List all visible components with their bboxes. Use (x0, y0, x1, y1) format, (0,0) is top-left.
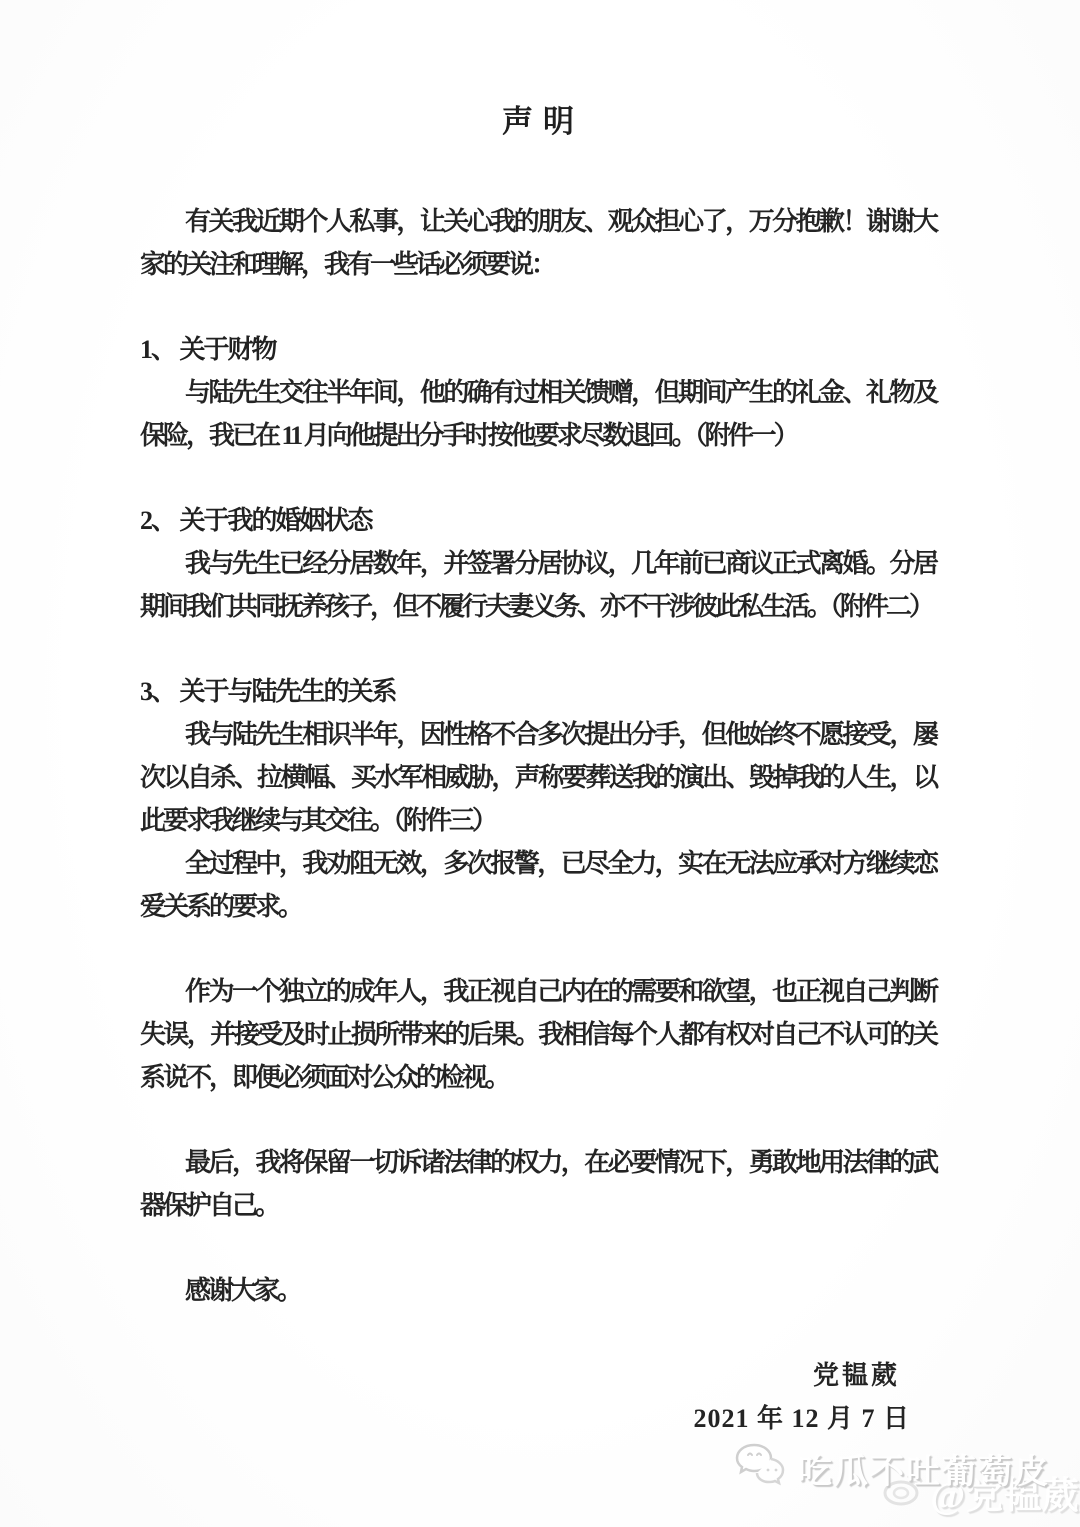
wechat-icon (734, 1442, 786, 1495)
section-1-paragraph: 与陆先生交往半年间，他的确有过相关馈赠，但期间产生的礼金、礼物及保险，我已在 11 月向他提出分手时按他要求尽数退回。（附件一） (140, 378, 936, 450)
section-1 (140, 328, 936, 457)
signature-date: 2021 年 12 月 7 日 (693, 1404, 910, 1433)
weibo-watermark-label: @党韫葳 (930, 1476, 1080, 1517)
thanks-block (140, 1269, 936, 1312)
section-2-paragraph: 我与先生已经分居数年，并签署分居协议，几年前已商议正式离婚。分居期间我们共同抚养孩子，但不履行夫妻义务、亦不干涉彼此私生活。（附件二） (140, 549, 936, 621)
thanks-paragraph: 感谢大家。 (185, 1276, 301, 1305)
section-3 (140, 670, 936, 928)
section-3-paragraph-1: 我与陆先生相识半年，因性格不合多次提出分手，但他始终不愿接受，屡次以自杀、拉横幅、买水军相威胁，声称要葬送我的演出、毁掉我的人生，以此要求我继续与其交往。（附件三） (140, 720, 936, 835)
reflection-paragraph: 作为一个独立的成年人，我正视自己内在的需要和欲望，也正视自己判断失误，并接受及时止损所带来的后果。我相信每个人都有权对自己不认可的关系说不，即便必须面对公众的检视。 (140, 977, 936, 1092)
signature-block (140, 1354, 936, 1440)
document-title: 声明 (502, 104, 584, 139)
section-3-paragraph-2: 全过程中，我劝阻无效，多次报警，已尽全力，实在无法应承对方继续恋爱关系的要求。 (140, 849, 936, 921)
intro-block (140, 200, 936, 286)
statement-document (140, 100, 936, 1440)
legal-block (140, 1141, 936, 1227)
section-2 (140, 499, 936, 628)
signature-name: 党韫葳 (812, 1361, 900, 1390)
reflection-block (140, 970, 936, 1099)
wechat-watermark-label: 吃瓜不吐葡萄皮 (798, 1454, 1050, 1491)
wechat-watermark (734, 1442, 1050, 1495)
section-3-heading: 3、 关于与陆先生的关系 (140, 677, 396, 706)
section-1-heading: 1、 关于财物 (140, 335, 276, 364)
intro-paragraph: 有关我近期个人私事，让关心我的朋友、观众担心了，万分抱歉！谢谢大家的关注和理解，我有一些话必须要说： (140, 207, 936, 279)
section-2-heading: 2、 关于我的婚姻状态 (140, 506, 372, 535)
legal-paragraph: 最后，我将保留一切诉诸法律的权力，在必要情况下，勇敢地用法律的武器保护自己。 (140, 1148, 936, 1220)
